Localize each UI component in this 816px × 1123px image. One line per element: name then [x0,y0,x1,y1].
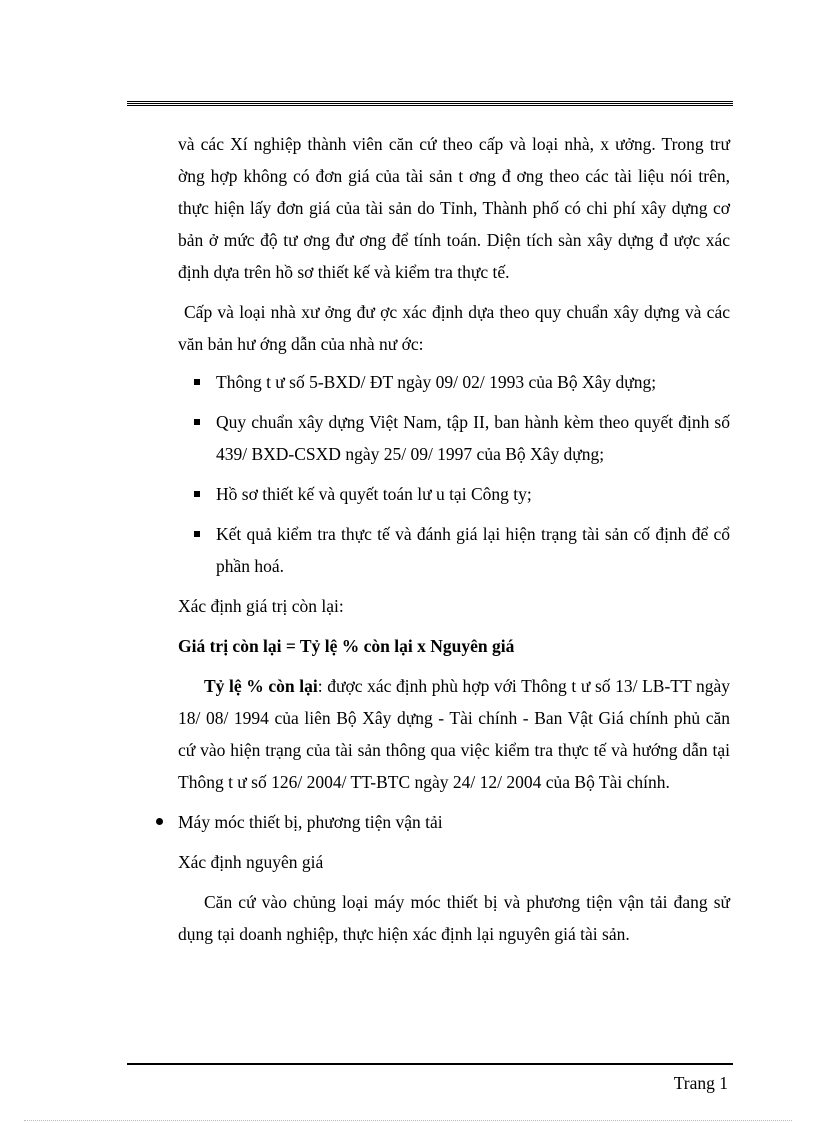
list-item: Quy chuẩn xây dựng Việt Nam, tập II, ban hành kèm theo quyết định số 439/ BXD-CSXD ngày 25/ 09/ 1997 của Bộ Xây dựng; [178,406,730,470]
ratio-paragraph [178,670,730,798]
original-price-heading: Xác định nguyên giá [178,852,324,872]
reference-list [178,366,730,582]
ratio-text: : được xác định phù hợp với Thông t ư số 13/ LB-TT ngày 18/ 08/ 1994 của liên Bộ Xây dựng - Tài chính - Ban Vật Giá chính phủ căn cứ vào hiện trạng của tài sản thông qua việc kiểm tra thực tế và hướng dẫn tại Thông t ư số 126/ 2004/ TT-BTC ngày 24/ 12/ 2004 của Bộ Tài chính. [178,676,730,792]
round-bullet-icon [156,818,163,825]
header-rule [127,101,733,106]
remaining-value-heading: Xác định giá trị còn lại: [178,596,344,616]
list-item: Hồ sơ thiết kế và quyết toán lư u tại Công ty; [178,478,730,510]
ratio-label: Tỷ lệ % còn lại [204,676,318,696]
remaining-value-formula: Giá trị còn lại = Tỷ lệ % còn lại x Nguyên giá [178,636,515,656]
paragraph-2: Cấp và loại nhà xư ởng đư ợc xác định dựa theo quy chuẩn xây dựng và các văn bản hư ớng dẫn của nhà nư ớc: [178,302,730,354]
page-body [178,128,730,950]
machinery-item: Máy móc thiết bị, phương tiện vận tải [178,806,730,838]
square-bullet-icon [194,419,200,425]
square-bullet-icon [194,491,200,497]
footer-rule [127,1063,733,1065]
square-bullet-icon [194,379,200,385]
square-bullet-icon [194,531,200,537]
list-item: Kết quả kiểm tra thực tế và đánh giá lại hiện trạng tài sản cố định để cổ phần hoá. [178,518,730,582]
page-number: Trang 1 [673,1073,728,1093]
page-edge [24,1120,792,1121]
list-item: Thông t ư số 5-BXD/ ĐT ngày 09/ 02/ 1993 của Bộ Xây dựng; [178,366,730,398]
paragraph-1: và các Xí nghiệp thành viên căn cứ theo cấp và loại nhà, x ưởng. Trong trư ờng hợp không có đơn giá của tài sản t ơng đ ơng theo các tài liệu nói trên, thực hiện lấy đơn giá của tài sản do Tỉnh, Thành phố có chi phí xây dựng cơ bản ở mức độ tư ơng đư ơng để tính toán. Diện tích sàn xây dựng đ ược xác định dựa trên hồ sơ thiết kế và kiểm tra thực tế. [178,134,730,282]
final-paragraph: Căn cứ vào chủng loại máy móc thiết bị và phương tiện vận tải đang sử dụng tại doanh nghiệp, thực hiện xác định lại nguyên giá tài sản. [178,892,730,944]
